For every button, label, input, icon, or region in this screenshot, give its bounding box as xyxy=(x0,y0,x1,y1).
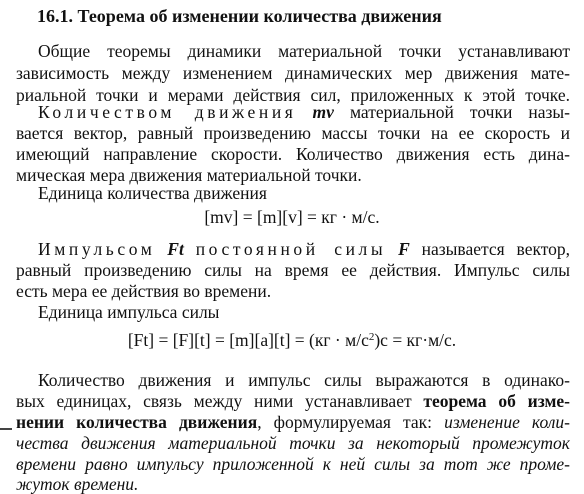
margin-mark xyxy=(0,428,12,430)
p4-line-3 xyxy=(16,412,570,432)
p3-line-1 xyxy=(38,239,570,259)
p2-line-1 xyxy=(38,102,570,122)
p1-line-3: риальной точки и мерами действия сил, приложенных к этой точке. xyxy=(16,85,570,105)
p2-line-2: вается вектор, равный произведению массы точки на ее скорость и xyxy=(16,123,570,143)
formula-impulse-part-2: )с = кг·м/с. xyxy=(374,330,457,350)
symbol-F: F xyxy=(398,239,410,259)
p3-line-1-rest: называется вектор, xyxy=(409,239,571,259)
p4-line-2-plain: вых единицах, связь между ними устанавливает xyxy=(16,391,424,411)
p4-line-3-plain: , формулируемая так: xyxy=(257,412,445,432)
p4-line-6: жуток времени. xyxy=(16,474,139,494)
p4-line-2 xyxy=(16,391,570,411)
term-momentum: Количеством движения xyxy=(38,102,297,122)
p4-line-1: Количество движения и импульс силы выражаются в одинако- xyxy=(38,370,570,390)
unit-impulse-label: Единица импульса силы xyxy=(38,302,220,322)
p4-line-4: чества движения материальной точки за некоторый промежуток xyxy=(16,433,570,453)
theorem-name-part-2: нении количества движения xyxy=(16,412,258,432)
theorem-statement-start: изменение коли- xyxy=(444,412,570,432)
p2-line-3: имеющий направление скорости. Количество движения есть дина- xyxy=(16,144,570,164)
symbol-Ft: Ft xyxy=(167,239,184,259)
p2-line-4: мическая мера движения материальной точки. xyxy=(16,165,362,185)
theorem-name-part-1: теорема об изме- xyxy=(423,391,571,411)
p4-line-5: времени равно импульсу приложенной к ней силы за тот же проме- xyxy=(16,454,570,474)
p2-line-1-rest: материальной точки назы- xyxy=(333,102,571,122)
formula-impulse-exponent: 2 xyxy=(368,331,375,343)
formula-impulse-unit xyxy=(0,330,584,350)
section-heading: 16.1. Теорема об изменении количества движения xyxy=(37,6,442,26)
p3-line-3: есть мера ее действия во времени. xyxy=(16,281,272,301)
p3-line-2: равный произведению силы на время ее действия. Импульс силы xyxy=(16,260,570,280)
p1-line-1: Общие теоремы динамики материальной точки устанавливают xyxy=(38,41,570,61)
formula-momentum-unit: [mv] = [m][v] = кг · м/с. xyxy=(204,207,380,227)
symbol-mv: mv xyxy=(312,102,334,122)
unit-momentum-label: Единица количества движения xyxy=(38,183,267,203)
p1-line-2: зависимость между изменением динамических мер движения мате- xyxy=(16,63,570,83)
term-impulse: Импульсом xyxy=(38,239,156,259)
term-constant-force: постоянной силы xyxy=(195,239,387,259)
formula-impulse-part-1: [Ft] = [F][t] = [m][a][t] = (кг · м/с xyxy=(127,330,369,350)
